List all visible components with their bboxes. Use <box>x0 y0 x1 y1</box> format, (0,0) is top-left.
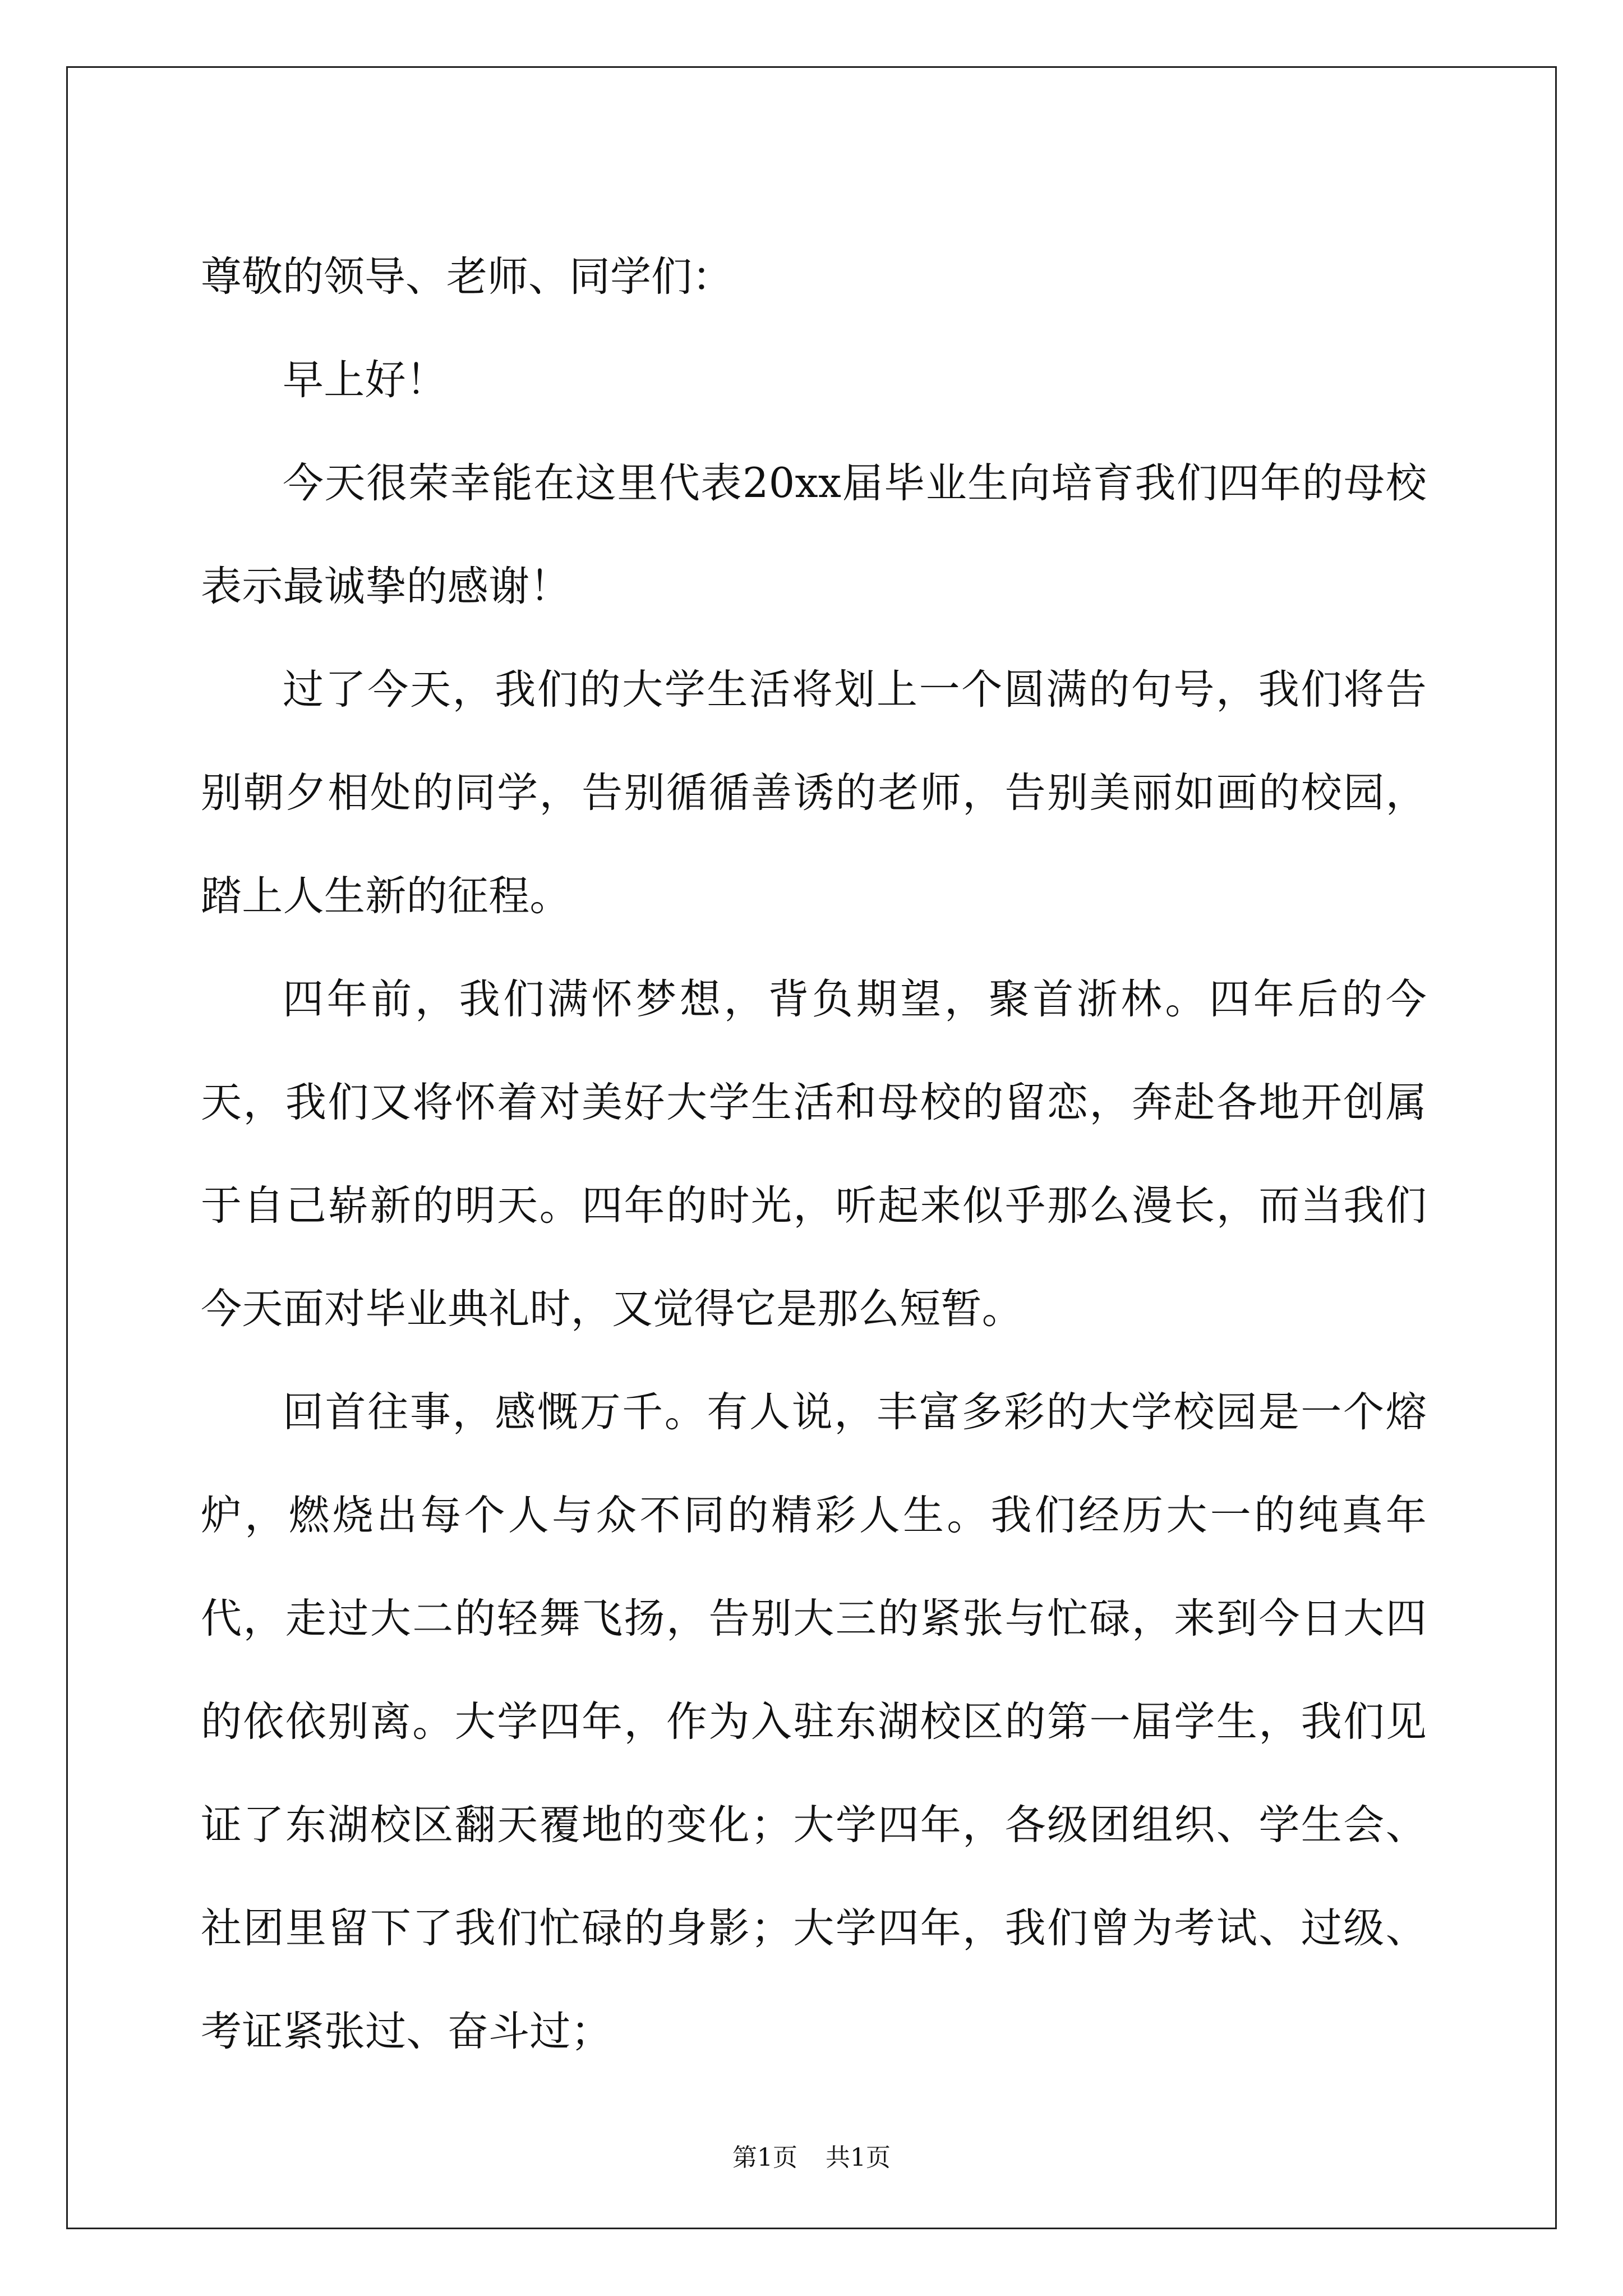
page-number: 第1页 <box>732 2143 797 2172</box>
paragraph-greeting: 早上好！ <box>283 356 448 404</box>
document-body <box>201 226 1427 2083</box>
paragraph-thanks: 今天很荣幸能在这里代表20xx届毕业生向培育我们四年的母校表示最诚挚的感谢！ <box>201 459 1427 610</box>
page-footer <box>0 2137 1623 2173</box>
salutation: 尊敬的领导、老师、同学们： <box>201 253 733 301</box>
paragraph-farewell: 过了今天，我们的大学生活将划上一个圆满的句号，我们将告别朝夕相处的同学，告别循循善诱的老师，告别美丽如画的校园，踏上人生新的征程。 <box>201 666 1427 920</box>
page-total: 共1页 <box>826 2143 891 2172</box>
paragraph-four-years: 四年前，我们满怀梦想，背负期望，聚首浙林。四年后的今天，我们又将怀着对美好大学生活和母校的留恋，奔赴各地开创属于自己崭新的明天。四年的时光，听起来似乎那么漫长，而当我们今天面对毕业典礼时，又觉得它是那么短暂。 <box>201 976 1427 1333</box>
paragraph-memories: 回首往事，感慨万千。有人说，丰富多彩的大学校园是一个熔炉，燃烧出每个人与众不同的精彩人生。我们经历大一的纯真年代，走过大二的轻舞飞扬，告别大三的紧张与忙碌，来到今日大四的依依别离。大学四年，作为入驻东湖校区的第一届学生，我们见证了东湖校区翻天覆地的变化；大学四年，各级团组织、学生会、社团里留下了我们忙碌的身影；大学四年，我们曾为考试、过级、考证紧张过、奋斗过； <box>201 1388 1427 2055</box>
